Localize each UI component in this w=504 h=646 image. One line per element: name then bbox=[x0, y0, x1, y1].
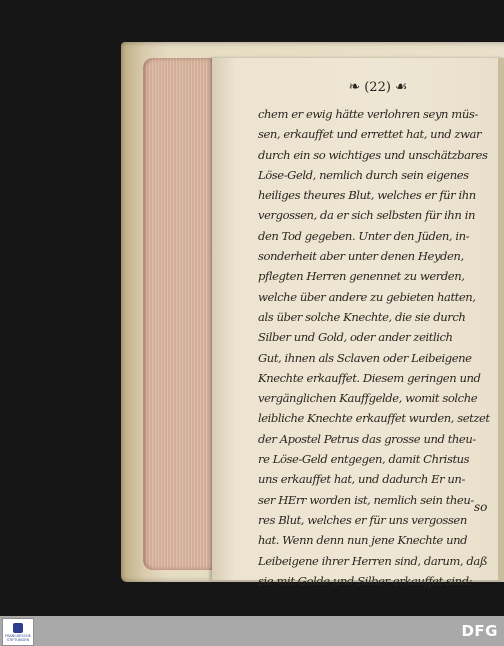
text-line: vergossen, da er sich selbsten für ihn in bbox=[258, 208, 475, 223]
text-line: res Blut, welches er für uns vergossen bbox=[258, 512, 467, 527]
text-line: heiliges theures Blut, welches er für ihn bbox=[258, 188, 476, 203]
dfg-logo[interactable]: DFG bbox=[461, 622, 498, 640]
text-line: sonderheit aber unter denen Heyden, bbox=[258, 249, 464, 264]
page-number: (22) bbox=[364, 79, 391, 95]
catchword: so bbox=[474, 500, 488, 514]
text-line: vergänglichen Kauffgelde, womit solche bbox=[258, 391, 478, 406]
text-line: sie mit Golde und Silber erkauffet sind: bbox=[258, 573, 473, 588]
text-line: hat. Wenn denn nun jene Knechte und bbox=[258, 533, 468, 548]
text-line: durch ein so wichtiges und unschätzbares bbox=[258, 147, 488, 162]
logo-text: FRANCKESCHE STIFTUNGEN bbox=[5, 633, 31, 642]
viewer-footer bbox=[0, 616, 504, 646]
text-line: Silber und Gold, oder ander zeitlich bbox=[258, 330, 453, 345]
text-line: als über solche Knechte, die sie durch bbox=[258, 309, 466, 324]
text-line: ser HErr worden ist, nemlich sein theu- bbox=[258, 492, 474, 507]
text-line: der Apostel Petrus das grosse und theu- bbox=[258, 431, 476, 446]
text-line: Knechte erkauffet. Diesem geringen und bbox=[258, 370, 481, 385]
text-line: den Tod gegeben. Unter den Jüden, in- bbox=[258, 228, 470, 243]
logo-emblem-icon bbox=[13, 623, 23, 633]
page-edges bbox=[143, 58, 216, 570]
ornament-left-icon: ❧ bbox=[348, 79, 361, 95]
text-line: welche über andere zu gebieten hatten, bbox=[258, 289, 476, 304]
ornament-right-icon: ☙ bbox=[394, 79, 408, 95]
text-line: uns erkauffet hat, und dadurch Er un- bbox=[258, 472, 465, 487]
text-line: re Löse-Geld entgegen, damit Christus bbox=[258, 452, 470, 467]
text-line: chem er ewig hätte verlohren seyn müs- bbox=[258, 107, 478, 121]
text-line: Gut, ihnen als Sclaven oder Leibeigene bbox=[258, 350, 472, 365]
text-line: leibliche Knechte erkauffet wurden, setzet bbox=[258, 411, 490, 426]
text-line: Löse-Geld, nemlich durch sein eigenes bbox=[258, 167, 469, 182]
institution-logo[interactable] bbox=[2, 618, 34, 646]
text-line: Leibeigene ihrer Herren sind, darum, daß bbox=[258, 553, 488, 568]
text-line: pflegten Herren genennet zu werden, bbox=[258, 269, 465, 284]
text-line: sen, erkauffet und errettet hat, und zwar bbox=[258, 127, 482, 142]
page-text bbox=[258, 104, 490, 591]
page-header bbox=[328, 78, 428, 96]
page-right-edge bbox=[498, 58, 504, 580]
